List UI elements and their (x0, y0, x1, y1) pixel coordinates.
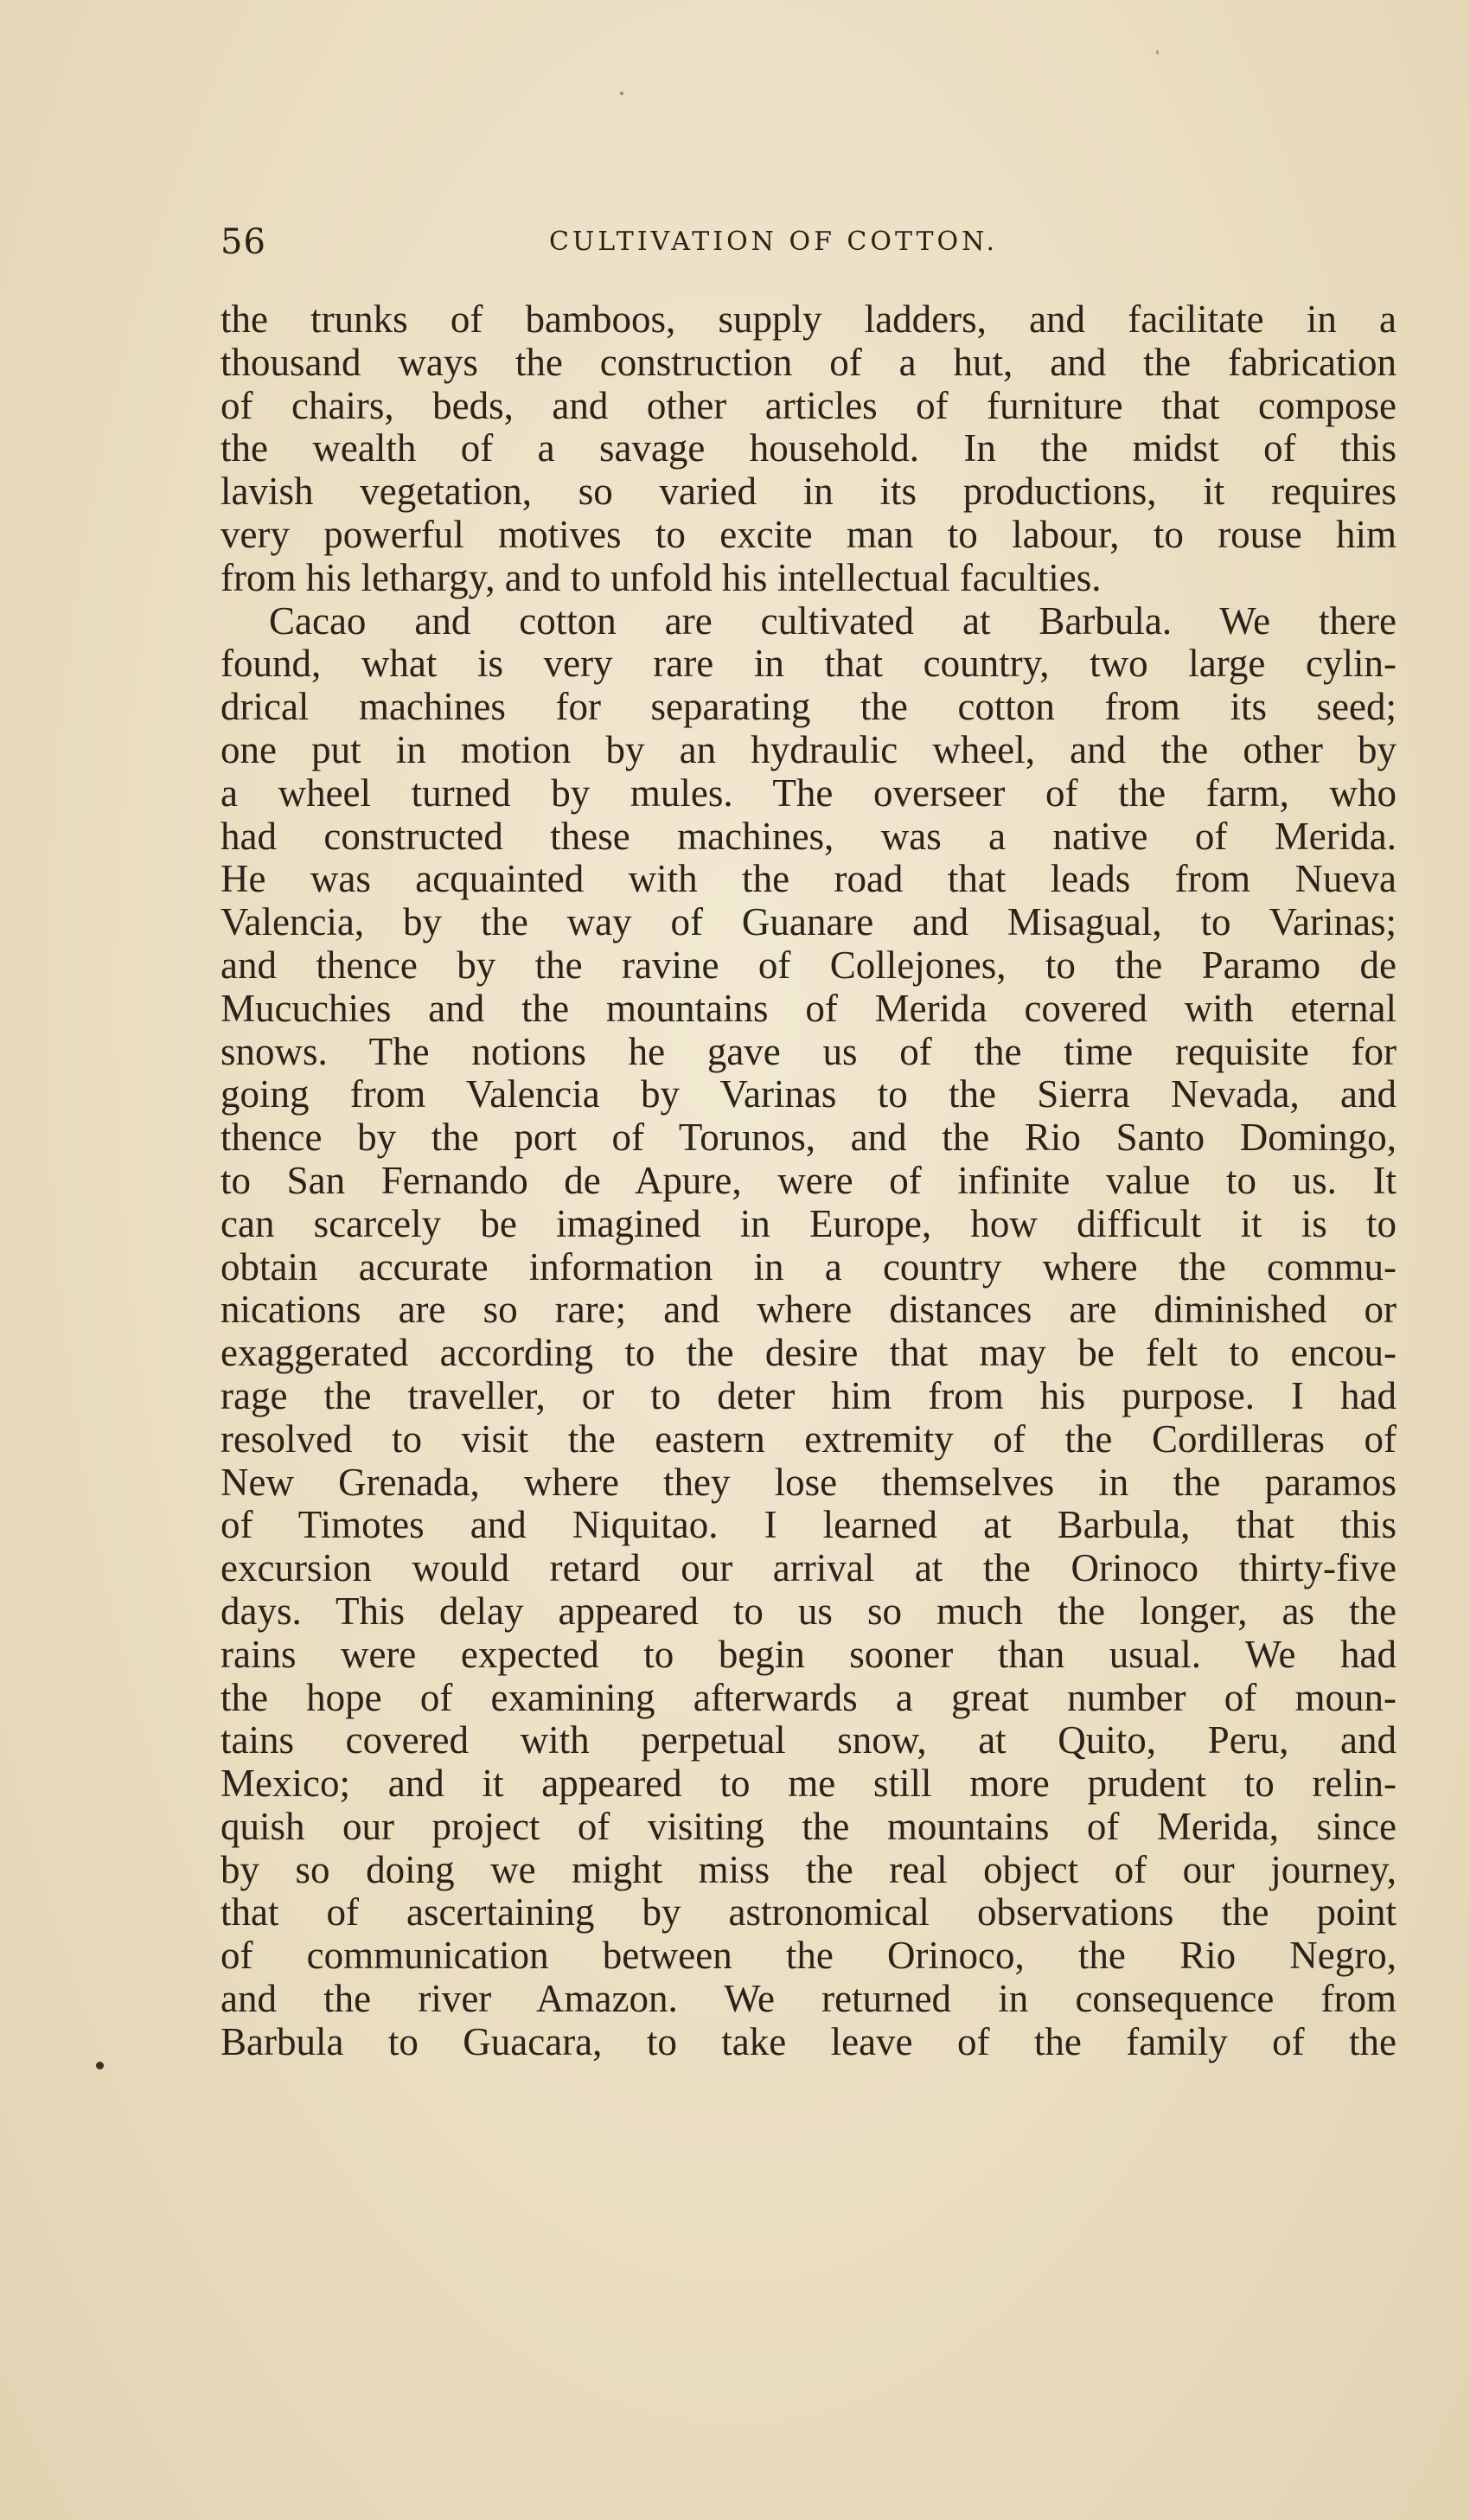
text-line: the wealth of a savage household. In the midst of this (220, 426, 1396, 470)
text-line: tains covered with perpetual snow, at Quito, Peru, and (220, 1718, 1396, 1762)
text-line: one put in motion by an hydraulic wheel, and the other by (220, 727, 1396, 771)
text-line: rage the traveller, or to deter him from his purpose. I had (220, 1373, 1396, 1417)
text-line: that of ascertaining by astronomical observations the point (220, 1890, 1396, 1935)
text-line: by so doing we might miss the real object of our journey, (220, 1847, 1396, 1891)
text-line: and the river Amazon. We returned in consequence from (220, 1977, 1396, 2021)
text-line: found, what is very rare in that country, two large cylin- (220, 642, 1396, 686)
text-line: had constructed these machines, was a native of Merida. (220, 814, 1396, 858)
body-text (220, 298, 1396, 2064)
ink-speck (1156, 50, 1159, 54)
text-line: snows. The notions he gave us of the time requisite for (220, 1029, 1396, 1073)
text-line: of chairs, beds, and other articles of furniture that compose (220, 383, 1396, 427)
text-line: Mexico; and it appeared to me still more prudent to relin- (220, 1762, 1396, 1806)
text-line: Mucuchies and the mountains of Merida covered with eternal (220, 986, 1396, 1030)
text-line: the trunks of bamboos, supply ladders, and facilitate in a (220, 297, 1396, 341)
text-line: to San Fernando de Apure, were of infinite value to us. It (220, 1158, 1396, 1202)
text-line: going from Valencia by Varinas to the Sierra Nevada, and (220, 1072, 1396, 1116)
text-line: excursion would retard our arrival at the Orinoco thirty-five (220, 1546, 1396, 1590)
page-header (220, 216, 1396, 268)
text-line: Barbula to Guacara, to take leave of the family of the (220, 2019, 1396, 2063)
text-line: very powerful motives to excite man to labour, to rouse him (220, 512, 1396, 556)
text-line: thence by the port of Torunos, and the Rio Santo Domingo, (220, 1116, 1396, 1160)
text-line: exaggerated according to the desire that may be felt to encou- (220, 1331, 1396, 1375)
text-line: New Grenada, where they lose themselves in the paramos (220, 1460, 1396, 1504)
ink-speck (96, 2062, 104, 2069)
paragraph-start-line: Cacao and cotton are cultivated at Barbula. We there (269, 598, 1396, 643)
text-line: a wheel turned by mules. The overseer of the farm, who (220, 771, 1396, 815)
text-line: rains were expected to begin sooner than usual. We had (220, 1632, 1396, 1676)
running-title: CULTIVATION OF COTTON. (549, 227, 999, 257)
text-line: He was acquainted with the road that leads from Nueva (220, 857, 1396, 901)
text-line: resolved to visit the eastern extremity of the Cordilleras of (220, 1417, 1396, 1461)
text-line: days. This delay appeared to us so much the longer, as the (220, 1589, 1396, 1633)
text-line: of Timotes and Niquitao. I learned at Barbula, that this (220, 1503, 1396, 1547)
text-line: drical machines for separating the cotton from its seed; (220, 685, 1396, 729)
text-line: quish our project of visiting the mountains of Merida, since (220, 1804, 1396, 1848)
text-line: nications are so rare; and where distances are diminished or (220, 1288, 1396, 1332)
text-line: can scarcely be imagined in Europe, how difficult it is to (220, 1201, 1396, 1245)
ink-speck (620, 92, 623, 95)
text-line: obtain accurate information in a country where the commu- (220, 1244, 1396, 1289)
page-number: 56 (220, 222, 266, 262)
text-line: of communication between the Orinoco, the Rio Negro, (220, 1934, 1396, 1978)
text-line: Valencia, by the way of Guanare and Misagual, to Varinas; (220, 900, 1396, 944)
text-line: and thence by the ravine of Collejones, to the Paramo de (220, 943, 1396, 987)
text-line: lavish vegetation, so varied in its productions, it requires (220, 470, 1396, 514)
text-line: from his lethargy, and to unfold his intellectual faculties. (220, 555, 1102, 599)
text-line: the hope of examining afterwards a great number of moun- (220, 1675, 1396, 1719)
text-line: thousand ways the construction of a hut, and the fabrication (220, 340, 1396, 384)
